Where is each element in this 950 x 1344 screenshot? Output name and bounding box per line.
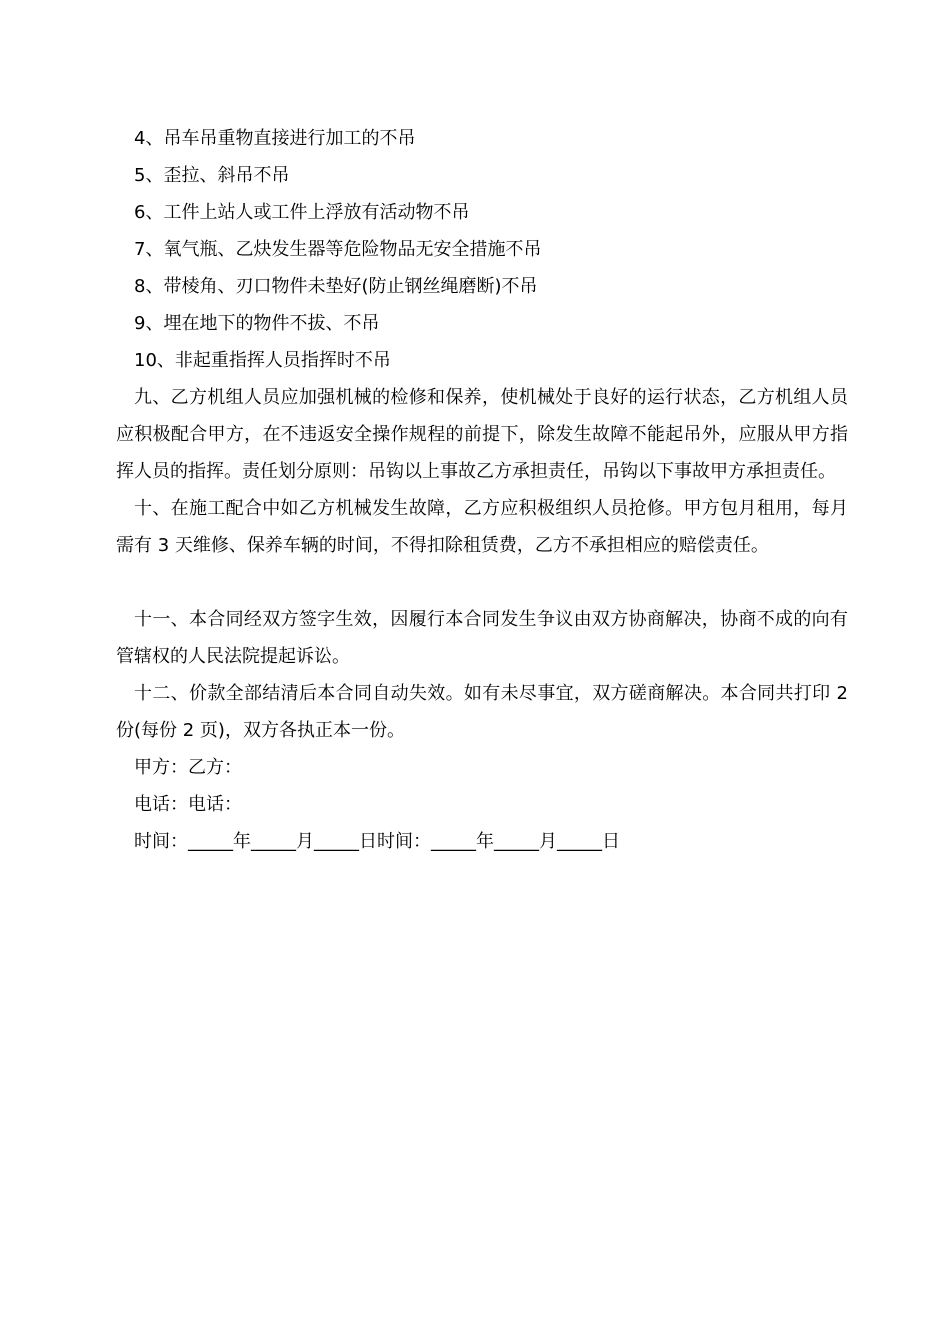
list-item: 4、吊车吊重物直接进行加工的不吊: [134, 128, 416, 149]
signature-dates: 时间：_____年_____月_____日时间：_____年_____月_____日: [134, 831, 620, 852]
clause-11-paragraph: 十一、本合同经双方签字生效，因履行本合同发生争议由双方协商解决，协商不成的向有管辖权的人民法院提起诉讼。: [116, 609, 848, 667]
document-body: [116, 120, 848, 860]
clause-10-paragraph: 十、在施工配合中如乙方机械发生故障，乙方应积极组织人员抢修。甲方包月租用，每月需有 3 天维修、保养车辆的时间，不得扣除租赁费，乙方不承担相应的赔偿责任。: [116, 498, 848, 556]
list-item: 9、埋在地下的物件不拔、不吊: [134, 313, 380, 334]
list-item: 8、带棱角、刃口物件未垫好(防止钢丝绳磨断)不吊: [134, 276, 538, 297]
paragraph-gap: [116, 564, 848, 601]
list-item: 7、氧气瓶、乙炔发生器等危险物品无安全措施不吊: [134, 239, 542, 260]
signature-phones: 电话：电话：: [134, 794, 242, 815]
list-item: 6、工件上站人或工件上浮放有活动物不吊: [134, 202, 470, 223]
list-item: 5、歪拉、斜吊不吊: [134, 165, 290, 186]
list-item: 10、非起重指挥人员指挥时不吊: [134, 350, 391, 371]
clause-12-paragraph: 十二、价款全部结清后本合同自动失效。如有未尽事宜，双方磋商解决。本合同共打印 2 份(每份 2 页)，双方各执正本一份。: [116, 683, 848, 741]
signature-parties: 甲方：乙方：: [134, 757, 242, 778]
clause-9-paragraph: 九、乙方机组人员应加强机械的检修和保养，使机械处于良好的运行状态，乙方机组人员应积极配合甲方，在不违返安全操作规程的前提下，除发生故障不能起吊外，应服从甲方指挥人员的指挥。责任划分原则：吊钩以上事故乙方承担责任，吊钩以下事故甲方承担责任。: [116, 387, 848, 482]
